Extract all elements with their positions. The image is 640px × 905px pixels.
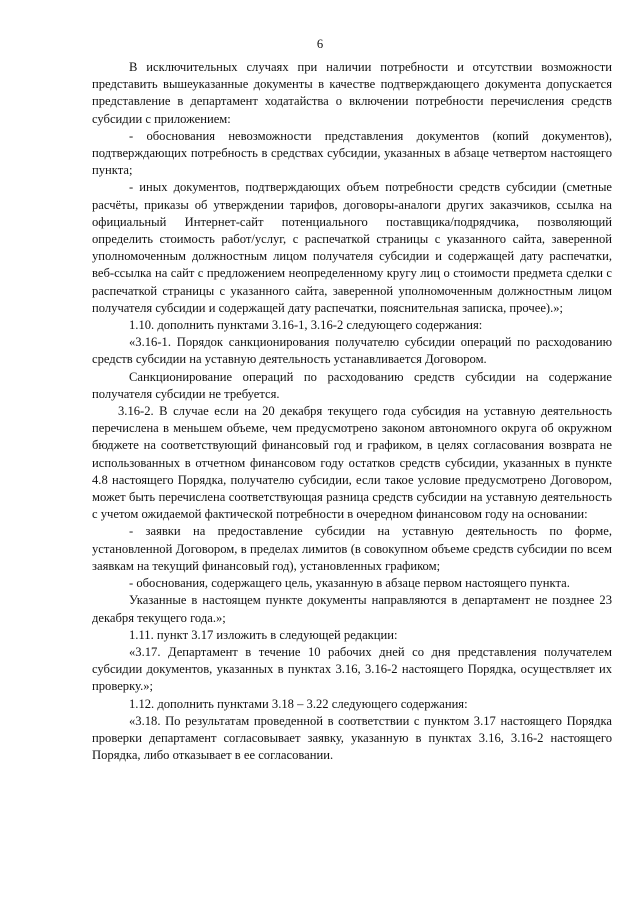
paragraph-amendment-1-10: 1.10. дополнить пунктами 3.16-1, 3.16-2 следующего содержания: bbox=[129, 318, 483, 333]
paragraph-clause-3-17: «3.17. Департамент в течение 10 рабочих дней со дня представления получателем субсидии документов, указанных в пунктах 3.16, 3.16-2 настоящего Порядка, осуществляет их проверку.»; bbox=[92, 644, 612, 694]
paragraph-justification-goal-item: - обоснования, содержащего цель, указанную в абзаце первом настоящего пункта. bbox=[129, 576, 570, 591]
paragraph-other-documents-item: - иных документов, подтверждающих объем потребности средств субсидии (сметные расчёты, приказы об утверждении тарифов, договоры-аналоги других заказчиков, ссылка на официальный Интернет-сайт потенциального поставщика/подрядчика, позволяющий определить стоимость работ/услуг, с распечаткой страницы с указанного сайта, заверенной уполномоченным должностным лицом получателя субсидии и содержащей дату распечатки, веб-ссылка на сайт с предложением неопределенному кругу лиц о стоимости предмета сделки с распечаткой страницы с указанного сайта, заверенной уполномоченным должностным лицом получателя субсидии и содержащей дату распечатки, пояснительная записка, прочее).»; bbox=[92, 180, 612, 315]
paragraph-sanctioning-not-required: Санкционирование операций по расходованию средств субсидии на содержание получателя субсидии не требуется. bbox=[92, 369, 612, 401]
paragraph-amendment-1-12: 1.12. дополнить пунктами 3.18 – 3.22 следующего содержания: bbox=[129, 696, 468, 711]
paragraph-exceptional-cases: В исключительных случаях при наличии потребности и отсутствии возможности представить вышеуказанные документы в качестве подтверждающего документа допускается представление в департамент ходатайства о включении потребности перечисления средств субсидии с приложением: bbox=[92, 60, 612, 126]
paragraph-documents-deadline: Указанные в настоящем пункте документы направляются в департамент не позднее 23 декабря текущего года.»; bbox=[92, 593, 612, 625]
paragraph-clause-3-18: «3.18. По результатам проведенной в соответствии с пунктом 3.17 настоящего Порядка проверки департамент согласовывает заявку, указанную в пунктах 3.16, 3.16-2 настоящего Порядка, либо отказывает в ее согласовании. bbox=[92, 713, 612, 763]
paragraph-amendment-1-11: 1.11. пункт 3.17 изложить в следующей редакции: bbox=[129, 627, 398, 642]
paragraph-application-item: - заявки на предоставление субсидии на уставную деятельность по форме, установленной Договором, в пределах лимитов (в совокупном объеме средств субсидии по всем заявкам на текущий финансовый год), установленных графиком; bbox=[92, 524, 612, 573]
paragraph-clause-3-16-2: 3.16-2. В случае если на 20 декабря текущего года субсидия на уставную деятельность перечислена в меньшем объеме, чем предусмотрено законом автономного округа об окружном бюджете на соответствующий финансовый год и графиком, в целях согласования возврата не использованных в отчетном финансовом году остатков средств субсидии, указанных в пункте 4.8 настоящего Порядка, получателю субсидии, если такое условие предусмотрено Договором, может быть перечислена соответствующая разница средств субсидии на уставную деятельность с учетом ожидаемой фактической потребности в очередном финансовом году на основании: bbox=[92, 404, 612, 522]
page-number: 6 bbox=[316, 37, 324, 51]
paragraph-justification-item: - обоснования невозможности представления документов (копий документов), подтверждающих потребность в средствах субсидии, указанных в абзаце четвертом настоящего пункта; bbox=[92, 128, 612, 178]
paragraph-clause-3-16-1: «3.16-1. Порядок санкционирования получателю субсидии операций по расходованию средств субсидии на уставную деятельность устанавливается Договором. bbox=[92, 335, 612, 367]
document-body bbox=[92, 59, 612, 764]
